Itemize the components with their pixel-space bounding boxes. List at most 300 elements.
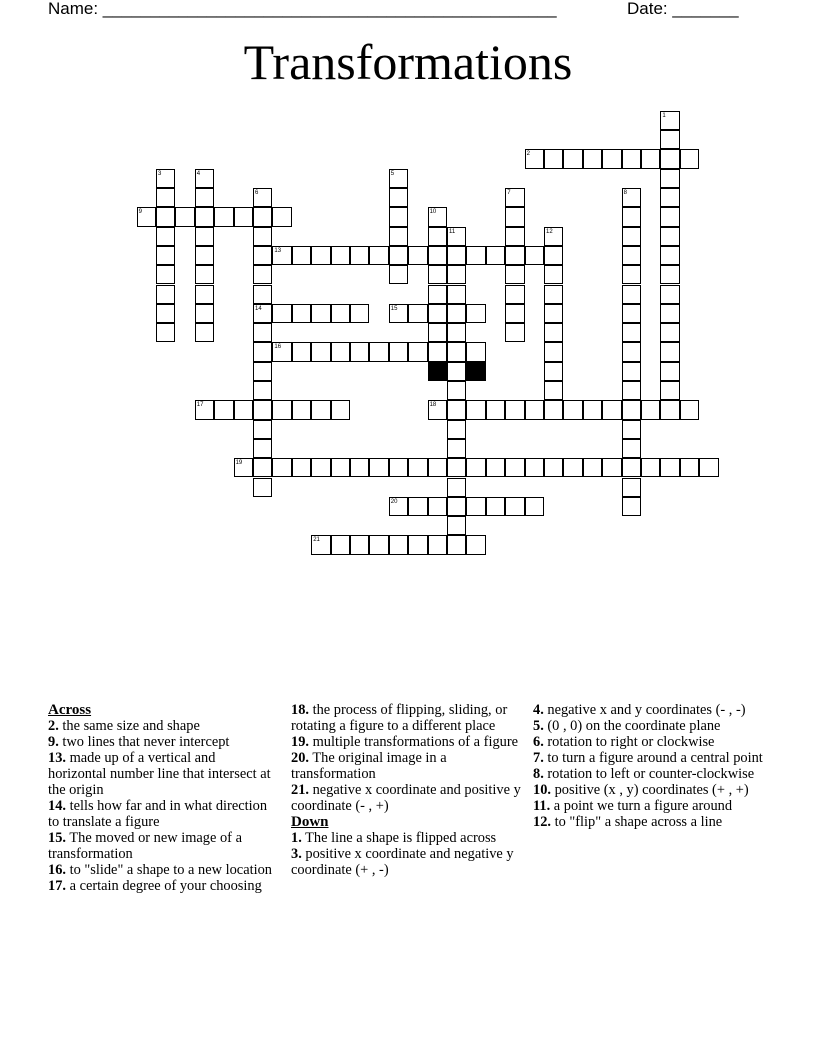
grid-cell[interactable] [253, 478, 272, 497]
clue-number-label: 20. [291, 750, 309, 766]
grid-cell[interactable] [563, 400, 582, 419]
grid-cell[interactable] [428, 497, 447, 516]
grid-cell[interactable] [505, 400, 524, 419]
grid-cell[interactable] [622, 381, 641, 400]
grid-cell[interactable] [389, 207, 408, 226]
grid-cell[interactable] [428, 342, 447, 361]
clue-text: negative x coordinate and positive y coordinate (- , +) [291, 782, 521, 814]
clue-text: The moved or new image of a transformation [48, 830, 242, 862]
clue-number-label: 13. [48, 750, 66, 766]
grid-cell[interactable] [447, 304, 466, 323]
grid-cell[interactable] [389, 458, 408, 477]
clue-text: to turn a figure around a central point [543, 750, 763, 766]
grid-cell[interactable] [292, 246, 311, 265]
clue-text: the process of flipping, sliding, or rotating a figure to a different place [291, 702, 508, 734]
grid-cell[interactable] [447, 342, 466, 361]
clue-column-2 [291, 702, 521, 878]
clue-item [291, 782, 521, 814]
clue-number-label: 14. [48, 798, 66, 814]
grid-cell[interactable] [389, 535, 408, 554]
page-title: Transformations [243, 34, 573, 90]
grid-cell[interactable] [175, 207, 194, 226]
clue-number-label: 8. [533, 766, 544, 782]
grid-cell[interactable] [214, 400, 233, 419]
grid-cell[interactable] [544, 149, 563, 168]
clue-item [48, 830, 276, 862]
clue-item [291, 750, 521, 782]
grid-cell[interactable] [156, 323, 175, 342]
grid-cell[interactable] [428, 400, 447, 419]
clue-item [48, 718, 276, 734]
grid-cell[interactable] [505, 227, 524, 246]
grid-cell[interactable] [622, 207, 641, 226]
grid-cell[interactable] [428, 458, 447, 477]
clue-text: a certain degree of your choosing [66, 878, 262, 894]
clue-number: 14 [255, 305, 262, 312]
grid-cell[interactable] [660, 362, 679, 381]
grid-cell[interactable] [466, 246, 485, 265]
grid-cell[interactable] [505, 246, 524, 265]
clue-item [48, 878, 276, 894]
grid-cell[interactable] [544, 342, 563, 361]
clue-number-label: 5. [533, 718, 544, 734]
grid-cell[interactable] [699, 458, 718, 477]
grid-cell[interactable] [622, 304, 641, 323]
grid-cell[interactable] [389, 497, 408, 516]
grid-cell[interactable] [350, 342, 369, 361]
clue-number: 3 [158, 170, 162, 177]
grid-cell[interactable] [525, 458, 544, 477]
grid-cell[interactable] [544, 265, 563, 284]
grid-cell[interactable] [602, 400, 621, 419]
grid-cell[interactable] [311, 304, 330, 323]
grid-cell[interactable] [253, 265, 272, 284]
name-field[interactable]: Name: ________________________________________________ [48, 0, 557, 18]
grid-cell[interactable] [369, 458, 388, 477]
grid-cell[interactable] [234, 400, 253, 419]
grid-cell[interactable] [660, 285, 679, 304]
clue-number-label: 2. [48, 718, 59, 734]
clue-number-label: 9. [48, 734, 59, 750]
grid-cell[interactable] [253, 323, 272, 342]
clue-list [0, 702, 816, 1002]
grid-cell[interactable] [408, 246, 427, 265]
grid-cell[interactable] [525, 149, 544, 168]
grid-cell[interactable] [563, 458, 582, 477]
grid-cell[interactable] [525, 246, 544, 265]
grid-cell[interactable] [660, 323, 679, 342]
clue-number-label: 3. [291, 846, 302, 862]
grid-cell[interactable] [622, 497, 641, 516]
clue-item [291, 830, 521, 846]
clue-item [533, 718, 765, 734]
grid-cell[interactable] [195, 285, 214, 304]
grid-cell[interactable] [253, 400, 272, 419]
grid-cell[interactable] [234, 458, 253, 477]
clue-text: rotation to right or clockwise [543, 734, 715, 750]
grid-cell[interactable] [447, 227, 466, 246]
grid-cell[interactable] [195, 304, 214, 323]
clue-number-label: 1. [291, 830, 302, 846]
grid-cell[interactable] [447, 400, 466, 419]
clue-item [533, 798, 765, 814]
clue-number: 2 [526, 151, 530, 158]
grid-cell[interactable] [505, 304, 524, 323]
grid-cell[interactable] [660, 458, 679, 477]
grid-cell[interactable] [253, 188, 272, 207]
grid-cell[interactable] [622, 342, 641, 361]
grid-cell[interactable] [272, 458, 291, 477]
clue-item [291, 846, 521, 878]
grid-cell[interactable] [253, 246, 272, 265]
grid-cell[interactable] [447, 420, 466, 439]
clue-text: to "slide" a shape to a new location [66, 862, 272, 878]
grid-cell[interactable] [195, 246, 214, 265]
grid-cell[interactable] [350, 535, 369, 554]
grid-cell[interactable] [447, 285, 466, 304]
grid-cell[interactable] [253, 381, 272, 400]
grid-cell[interactable] [331, 304, 350, 323]
grid-cell[interactable] [660, 381, 679, 400]
clue-item [533, 766, 765, 782]
clue-item [533, 814, 765, 830]
clue-number-label: 21. [291, 782, 309, 798]
grid-cell[interactable] [505, 188, 524, 207]
grid-cell[interactable] [466, 304, 485, 323]
grid-cell[interactable] [525, 400, 544, 419]
grid-cell[interactable] [389, 227, 408, 246]
grid-cell[interactable] [544, 381, 563, 400]
clue-number-label: 16. [48, 862, 66, 878]
clue-text: to "flip" a shape across a line [551, 814, 723, 830]
clue-number: 11 [449, 228, 456, 235]
grid-cell[interactable] [466, 400, 485, 419]
grid-cell[interactable] [486, 246, 505, 265]
grid-cell[interactable] [583, 400, 602, 419]
clue-number: 5 [390, 170, 395, 177]
clue-number-label: 12. [533, 814, 551, 830]
grid-cell[interactable] [195, 169, 214, 188]
grid-cell[interactable] [466, 342, 485, 361]
grid-cell[interactable] [272, 400, 291, 419]
clue-number: 9 [138, 209, 142, 216]
grid-cell[interactable] [466, 458, 485, 477]
grid-cell[interactable] [544, 285, 563, 304]
grid-cell[interactable] [408, 497, 427, 516]
grid-cell[interactable] [311, 342, 330, 361]
grid-cell[interactable] [660, 130, 679, 149]
grid-cell[interactable] [428, 535, 447, 554]
date-field[interactable]: Date: _______ [627, 0, 739, 18]
grid-cell[interactable] [660, 265, 679, 284]
grid-cell[interactable] [156, 285, 175, 304]
grid-cell[interactable] [583, 149, 602, 168]
grid-cell[interactable] [505, 458, 524, 477]
grid-cell[interactable] [660, 111, 679, 130]
clue-text: positive (x , y) coordinates (+ , +) [551, 782, 749, 798]
clue-number: 15 [390, 305, 398, 312]
clue-text: the same size and shape [58, 718, 200, 734]
grid-cell[interactable] [622, 149, 641, 168]
clue-number-label: 19. [291, 734, 309, 750]
grid-cell[interactable] [156, 188, 175, 207]
grid-cell[interactable] [195, 323, 214, 342]
clue-number-label: 7. [533, 750, 544, 766]
grid-cell[interactable] [253, 342, 272, 361]
clue-number: 20 [390, 498, 398, 505]
grid-cell[interactable] [544, 227, 563, 246]
grid-cell[interactable] [195, 207, 214, 226]
grid-cell[interactable] [622, 400, 641, 419]
clue-number: 21 [313, 537, 320, 544]
grid-cell[interactable] [505, 323, 524, 342]
grid-cell[interactable] [544, 362, 563, 381]
grid-cell[interactable] [331, 535, 350, 554]
grid-cell[interactable] [447, 362, 466, 381]
grid-cell[interactable] [660, 246, 679, 265]
grid-cell[interactable] [505, 207, 524, 226]
clue-column-3 [533, 702, 765, 830]
clue-text: rotation to left or counter-clockwise [543, 766, 755, 782]
grid-cell[interactable] [292, 458, 311, 477]
clue-item [291, 734, 521, 750]
grid-cell[interactable] [272, 207, 291, 226]
grid-cell[interactable] [447, 323, 466, 342]
grid-cell[interactable] [660, 169, 679, 188]
grid-cell[interactable] [641, 149, 660, 168]
grid-cell[interactable] [292, 304, 311, 323]
grid-cell[interactable] [622, 439, 641, 458]
grid-cell[interactable] [408, 304, 427, 323]
grid-cell[interactable] [272, 246, 291, 265]
grid-cell[interactable] [156, 207, 175, 226]
clue-text: two lines that never intercept [58, 734, 230, 750]
grid-cell[interactable] [389, 342, 408, 361]
grid-cell[interactable] [466, 497, 485, 516]
grid-cell[interactable] [660, 149, 679, 168]
grid-cell[interactable] [544, 458, 563, 477]
clue-number-label: 10. [533, 782, 551, 798]
clue-item [533, 702, 765, 718]
grid-cell[interactable] [447, 478, 466, 497]
grid-cell[interactable] [156, 227, 175, 246]
grid-cell[interactable] [660, 188, 679, 207]
grid-cell[interactable] [389, 304, 408, 323]
grid-cell[interactable] [447, 535, 466, 554]
grid-cell[interactable] [195, 188, 214, 207]
clue-number: 19 [235, 460, 243, 467]
clue-text: (0 , 0) on the coordinate plane [543, 718, 721, 734]
grid-cell[interactable] [602, 458, 621, 477]
grid-cell[interactable] [156, 304, 175, 323]
clue-item [48, 798, 276, 830]
clue-column-1 [48, 702, 276, 894]
grid-cell[interactable] [253, 285, 272, 304]
grid-cell[interactable] [331, 342, 350, 361]
grid-cell[interactable] [486, 458, 505, 477]
grid-cell[interactable] [563, 149, 582, 168]
grid-cell[interactable] [622, 323, 641, 342]
grid-cell[interactable] [680, 458, 699, 477]
grid-cell[interactable] [622, 265, 641, 284]
grid-cell[interactable] [505, 285, 524, 304]
grid-cell[interactable] [408, 458, 427, 477]
grid-cell[interactable] [292, 400, 311, 419]
clue-number: 6 [255, 190, 259, 196]
grid-cell[interactable] [311, 400, 330, 419]
grid-cell[interactable] [214, 207, 233, 226]
down-heading: Down [291, 814, 329, 830]
grid-cell[interactable] [369, 342, 388, 361]
grid-cell[interactable] [195, 400, 214, 419]
grid-cell[interactable] [331, 400, 350, 419]
grid-cell[interactable] [641, 400, 660, 419]
grid-cell[interactable] [272, 342, 291, 361]
grid-cell[interactable] [447, 458, 466, 477]
clue-number: 8 [623, 190, 627, 196]
grid-cell[interactable] [350, 458, 369, 477]
grid-cell[interactable] [660, 207, 679, 226]
grid-cell[interactable] [195, 265, 214, 284]
grid-cell[interactable] [622, 188, 641, 207]
grid-cell[interactable] [389, 265, 408, 284]
grid-cell[interactable] [350, 304, 369, 323]
grid-cell[interactable] [253, 420, 272, 439]
clue-number: 16 [274, 344, 282, 351]
grid-cell[interactable] [369, 246, 388, 265]
grid-cell[interactable] [660, 342, 679, 361]
grid-cell[interactable] [389, 169, 408, 188]
grid-cell[interactable] [660, 400, 679, 419]
grid-cell[interactable] [331, 246, 350, 265]
clue-text: a point we turn a figure around [550, 798, 733, 814]
clue-number: 12 [546, 228, 553, 235]
grid-cell[interactable] [428, 227, 447, 246]
clue-item [533, 782, 765, 798]
grid-cell[interactable] [544, 400, 563, 419]
black-cell [428, 362, 447, 381]
grid-cell[interactable] [622, 362, 641, 381]
clue-item [48, 734, 276, 750]
grid-cell[interactable] [331, 458, 350, 477]
grid-cell[interactable] [641, 458, 660, 477]
grid-cell[interactable] [525, 497, 544, 516]
clue-item [533, 750, 765, 766]
clue-item [533, 734, 765, 750]
grid-cell[interactable] [156, 169, 175, 188]
clue-item [48, 862, 276, 878]
grid-cell[interactable] [680, 149, 699, 168]
grid-cell[interactable] [253, 207, 272, 226]
clue-text: negative x and y coordinates (- , -) [543, 702, 746, 718]
grid-cell[interactable] [272, 304, 291, 323]
grid-cell[interactable] [660, 227, 679, 246]
grid-cell[interactable] [622, 227, 641, 246]
grid-cell[interactable] [253, 304, 272, 323]
grid-cell[interactable] [447, 381, 466, 400]
grid-cell[interactable] [156, 246, 175, 265]
grid-cell[interactable] [544, 323, 563, 342]
grid-cell[interactable] [505, 265, 524, 284]
grid-cell[interactable] [466, 535, 485, 554]
grid-cell[interactable] [428, 246, 447, 265]
grid-cell[interactable] [389, 246, 408, 265]
grid-cell[interactable] [622, 285, 641, 304]
grid-cell[interactable] [428, 207, 447, 226]
grid-cell[interactable] [505, 497, 524, 516]
grid-cell[interactable] [447, 265, 466, 284]
clue-number: 4 [196, 170, 201, 177]
grid-cell[interactable] [486, 400, 505, 419]
grid-cell[interactable] [156, 265, 175, 284]
grid-cell[interactable] [428, 323, 447, 342]
grid-cell[interactable] [408, 535, 427, 554]
grid-cell[interactable] [234, 207, 253, 226]
grid-cell[interactable] [447, 246, 466, 265]
grid-cell[interactable] [486, 497, 505, 516]
clue-text: positive x coordinate and negative y coordinate (+ , -) [291, 846, 514, 878]
clue-text: The line a shape is flipped across [301, 830, 497, 846]
clue-number-label: 15. [48, 830, 66, 846]
clue-text: made up of a vertical and horizontal number line that intersect at the origin [48, 750, 271, 798]
grid-cell[interactable] [137, 207, 156, 226]
grid-cell[interactable] [544, 246, 563, 265]
grid-cell[interactable] [311, 535, 330, 554]
clue-number: 13 [274, 247, 282, 254]
grid-cell[interactable] [408, 342, 427, 361]
grid-cell[interactable] [311, 246, 330, 265]
grid-cell[interactable] [622, 478, 641, 497]
grid-cell[interactable] [253, 227, 272, 246]
grid-cell[interactable] [428, 304, 447, 323]
clue-number: 17 [196, 402, 204, 409]
clue-number-label: 11. [533, 798, 551, 814]
grid-cell[interactable] [253, 458, 272, 477]
grid-cell[interactable] [660, 304, 679, 323]
grid-cell[interactable] [544, 304, 563, 323]
grid-cell[interactable] [350, 246, 369, 265]
clue-number-label: 18. [291, 702, 309, 718]
grid-cell[interactable] [622, 246, 641, 265]
clue-number: 18 [429, 402, 437, 409]
grid-cell[interactable] [311, 458, 330, 477]
grid-cell[interactable] [622, 420, 641, 439]
clue-item [48, 750, 276, 798]
across-heading: Across [48, 702, 92, 718]
grid-cell[interactable] [447, 497, 466, 516]
grid-cell[interactable] [369, 535, 388, 554]
grid-cell[interactable] [292, 342, 311, 361]
grid-cell[interactable] [389, 188, 408, 207]
grid-cell[interactable] [195, 227, 214, 246]
clue-number-label: 4. [533, 702, 544, 718]
grid-cell[interactable] [680, 400, 699, 419]
grid-cell[interactable] [622, 458, 641, 477]
grid-cell[interactable] [583, 458, 602, 477]
clue-text: multiple transformations of a figure [309, 734, 519, 750]
clue-number: 7 [507, 190, 511, 196]
grid-cell[interactable] [428, 265, 447, 284]
clue-number-label: 6. [533, 734, 544, 750]
grid-cell[interactable] [602, 149, 621, 168]
grid-cell[interactable] [253, 362, 272, 381]
grid-cell[interactable] [428, 285, 447, 304]
clue-number: 1 [662, 112, 666, 119]
grid-cell[interactable] [447, 516, 466, 535]
grid-cell[interactable] [253, 439, 272, 458]
black-cell [466, 362, 485, 381]
grid-cell[interactable] [447, 439, 466, 458]
